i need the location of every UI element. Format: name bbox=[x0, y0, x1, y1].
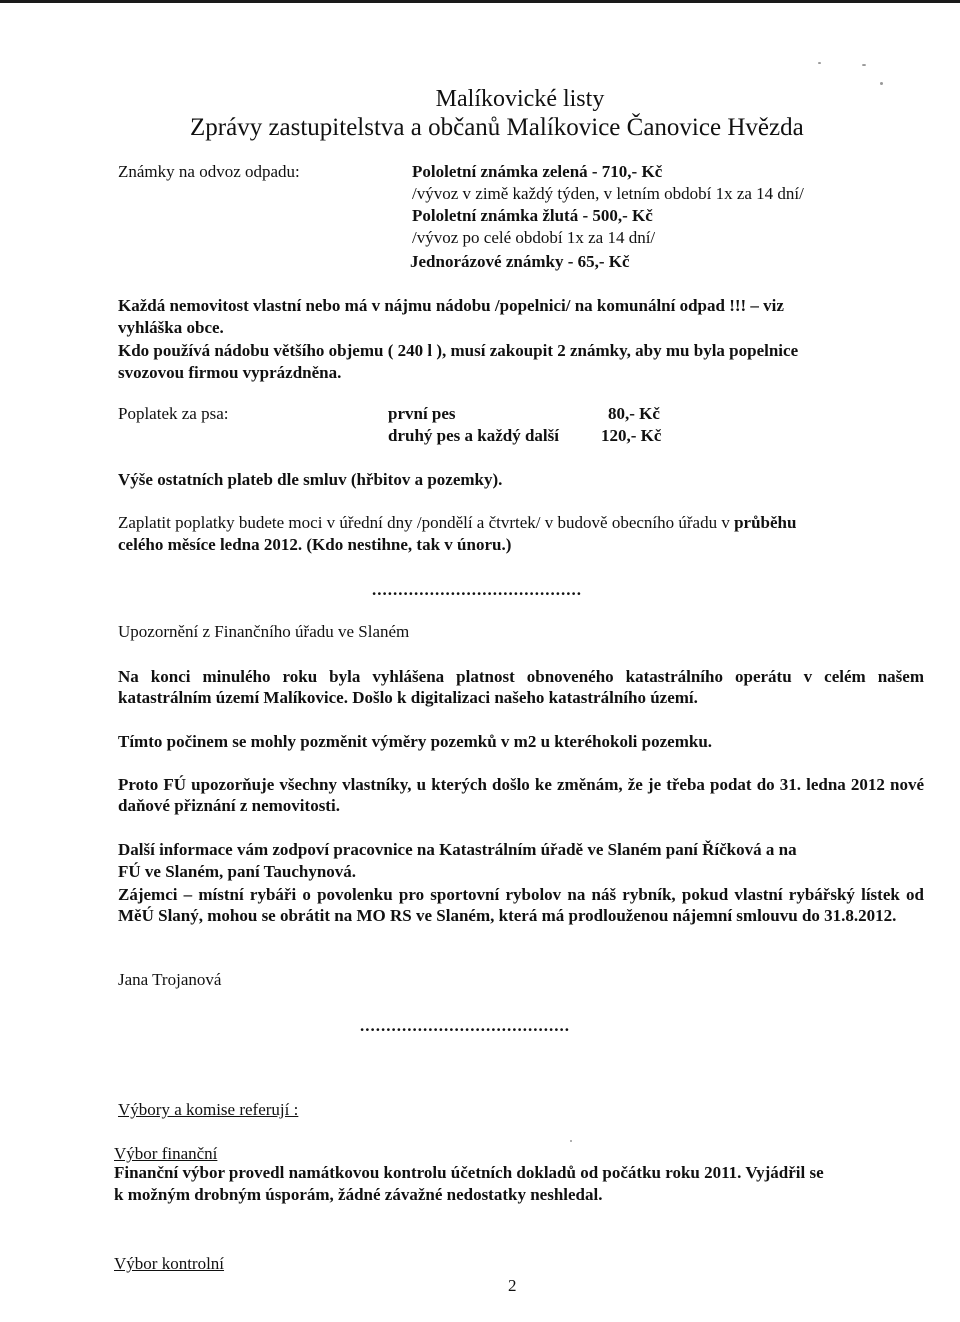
sticker-green: Pololetní známka zelená - 710,- Kč bbox=[412, 162, 663, 181]
payment-line-1 bbox=[118, 513, 796, 533]
finance-committee-text-2: k možným drobným úsporám, žádné závažné nedostatky neshledal. bbox=[114, 1185, 603, 1204]
finance-office-paragraph-4a: Další informace vám zodpoví pracovnice na Katastrálním úřadě ve Slaném paní Říčková a na bbox=[118, 840, 797, 859]
payment-line-1-bold: průběhu bbox=[734, 513, 797, 532]
scan-speck bbox=[570, 1140, 572, 1142]
page-number: 2 bbox=[508, 1276, 517, 1295]
payment-line-2: celého měsíce ledna 2012. (Kdo nestihne, tak v únoru.) bbox=[118, 535, 512, 554]
finance-office-paragraph-4b: FÚ ve Slaném, paní Tauchynová. bbox=[118, 862, 357, 881]
control-committee-heading: Výbor kontrolní bbox=[114, 1254, 225, 1273]
payment-line-1-normal: Zaplatit poplatky budete moci v úřední dny /pondělí a čtvrtek/ v budově obecního úřadu v bbox=[118, 513, 735, 532]
waste-paragraph-2a: Kdo používá nádobu většího objemu ( 240 l ), musí zakoupit 2 známky, aby mu byla popelnice bbox=[118, 341, 799, 360]
fishing-notice-paragraph: Zájemci – místní rybáři o povolenku pro sportovní rybolov na náš rybník, pokud vlastní rybářský lístek od MěÚ Slaný, mohou se obrátit na MO RS ve Slaném, která má prodlouženou nájemní smlouvu do 31.8.2012. bbox=[118, 885, 924, 925]
sticker-green-note: /vývoz v zimě každý týden, v letním období 1x za 14 dní/ bbox=[412, 184, 804, 203]
committees-heading: Výbory a komise referují : bbox=[118, 1100, 299, 1119]
scan-speck bbox=[880, 82, 883, 85]
dog-fee-first-name: první pes bbox=[388, 404, 456, 423]
finance-committee-text-1: Finanční výbor provedl namátkovou kontrolu účetních dokladů od počátku roku 2011. Vyjádřil se bbox=[114, 1163, 824, 1182]
finance-office-heading: Upozornění z Finančního úřadu ve Slaném bbox=[118, 622, 410, 641]
finance-office-paragraph-2: Tímto počinem se mohly pozměnit výměry pozemků v m2 u kteréhokoli pozemku. bbox=[118, 732, 713, 751]
waste-paragraph-1b: vyhláška obce. bbox=[118, 318, 224, 337]
dog-fee-first-price: 80,- Kč bbox=[608, 404, 660, 423]
waste-paragraph-1a: Každá nemovitost vlastní nebo má v nájmu nádobu /popelnici/ na komunální odpad !!! – viz bbox=[118, 296, 784, 315]
finance-committee-heading: Výbor finanční bbox=[114, 1144, 218, 1163]
dog-fee-label: Poplatek za psa: bbox=[118, 404, 229, 423]
sticker-yellow: Pololetní známka žlutá - 500,- Kč bbox=[412, 206, 653, 225]
other-fees-text: Výše ostatních plateb dle smluv (hřbitov a pozemky). bbox=[118, 470, 503, 489]
dog-fee-next-name: druhý pes a každý další bbox=[388, 426, 559, 445]
finance-office-paragraph-1: Na konci minulého roku byla vyhlášena platnost obnoveného katastrálního operátu v celém našem katastrálním území Malíkovice. Došlo k digitalizaci našeho katastrálního území. bbox=[118, 667, 924, 707]
dog-fee-next-price: 120,- Kč bbox=[601, 426, 662, 445]
scan-speck bbox=[818, 62, 821, 64]
sticker-single: Jednorázové známky - 65,- Kč bbox=[410, 252, 630, 271]
separator-dots-1: ........................................ bbox=[372, 580, 582, 599]
scan-speck bbox=[862, 64, 866, 66]
stickers-label: Známky na odvoz odpadu: bbox=[118, 162, 300, 181]
newsletter-title: Malíkovické listy bbox=[435, 86, 605, 112]
page-top-border bbox=[0, 0, 960, 3]
newsletter-subtitle: Zprávy zastupitelstva a občanů Malíkovice Čanovice Hvězda bbox=[190, 114, 804, 141]
sticker-yellow-note: /vývoz po celé období 1x za 14 dní/ bbox=[412, 228, 656, 247]
waste-paragraph-2b: svozovou firmou vyprázdněna. bbox=[118, 363, 342, 382]
separator-dots-2: ........................................ bbox=[360, 1016, 570, 1035]
finance-office-paragraph-3: Proto FÚ upozorňuje všechny vlastníky, u kterých došlo ke změnám, že je třeba podat do 31. ledna 2012 nové daňové přiznání z nemovitosti. bbox=[118, 775, 924, 815]
signature: Jana Trojanová bbox=[118, 970, 222, 989]
